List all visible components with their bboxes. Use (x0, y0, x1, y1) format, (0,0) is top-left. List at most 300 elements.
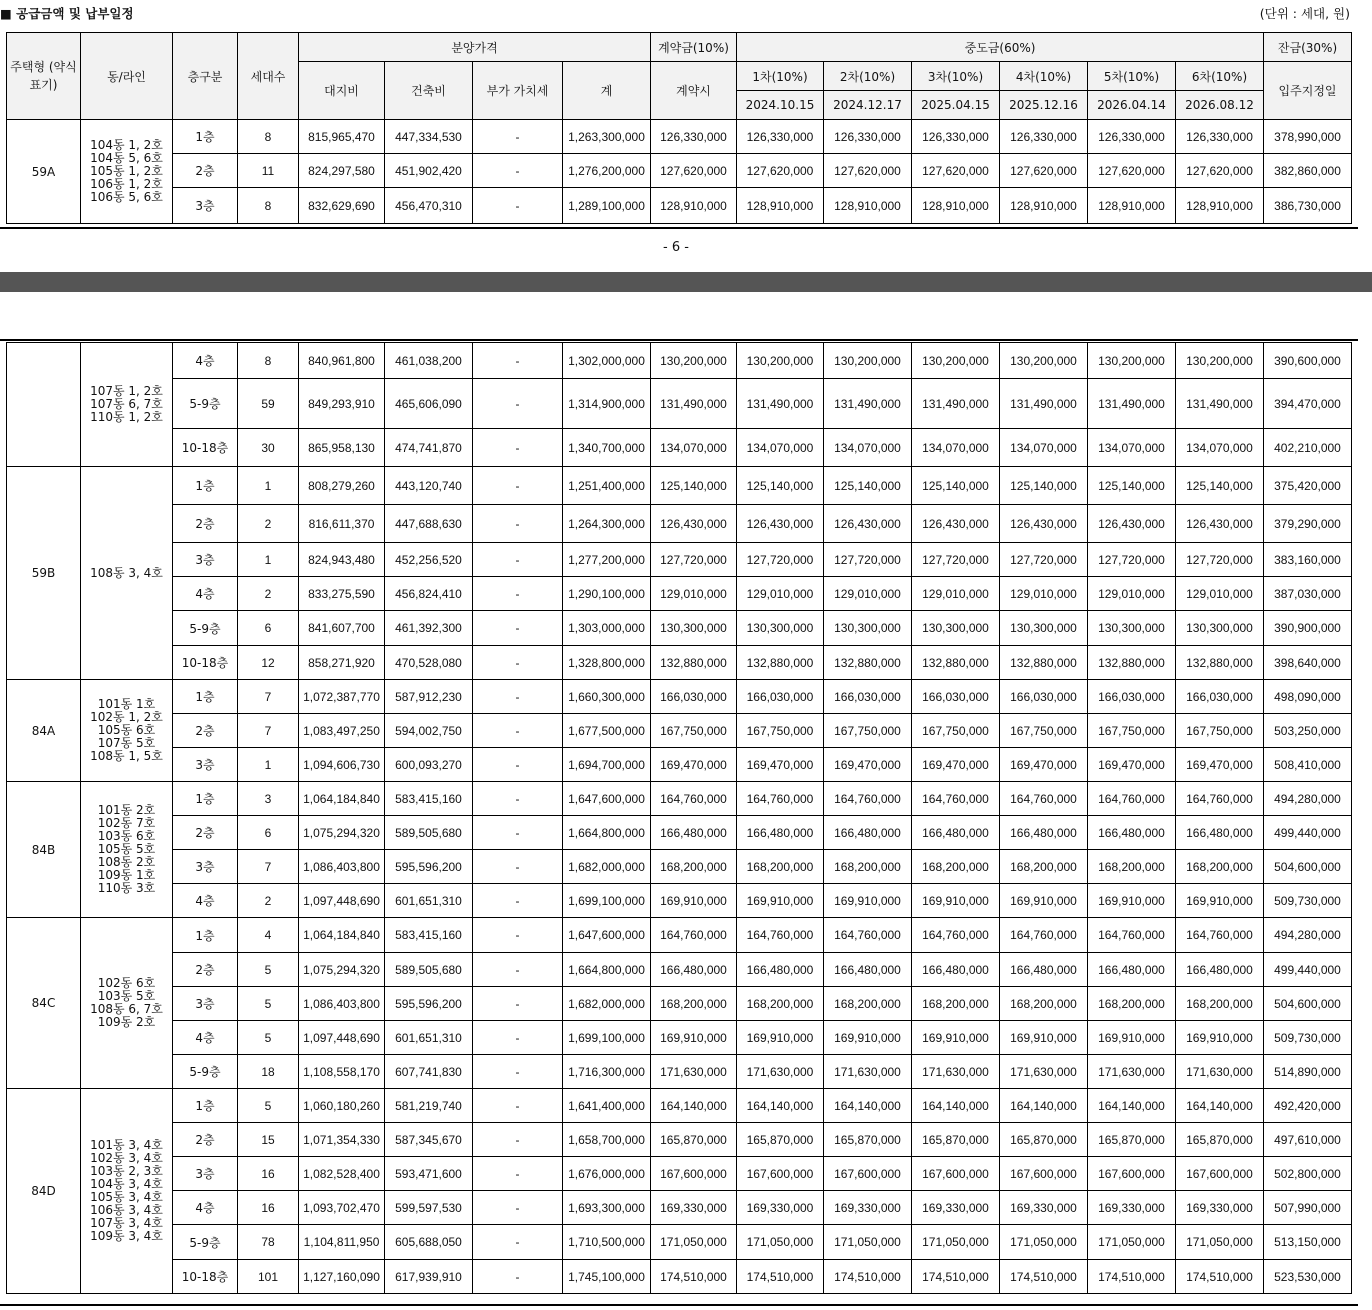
cell-middle-1: 131,490,000 (737, 379, 824, 429)
table-row (7, 154, 1352, 188)
cell-floor: 5-9층 (173, 379, 238, 429)
dong-line: 108동 2호 (97, 855, 156, 869)
cell-floor: 1층 (173, 467, 238, 505)
cell-total: 1,677,500,000 (563, 714, 651, 748)
cell-middle-4: 125,140,000 (1000, 467, 1088, 505)
cell-total: 1,263,300,000 (563, 120, 651, 154)
dong-line: 109동 2호 (97, 1015, 156, 1029)
cell-total: 1,277,200,000 (563, 543, 651, 577)
cell-middle-4: 171,630,000 (1000, 1055, 1088, 1089)
cell-land: 1,064,184,840 (299, 782, 385, 816)
cell-vat: - (473, 782, 563, 816)
cell-middle-3: 167,750,000 (912, 714, 1000, 748)
cell-middle-1: 132,880,000 (737, 646, 824, 680)
cell-contract: 130,200,000 (651, 343, 737, 379)
cell-land: 1,086,403,800 (299, 987, 385, 1021)
cell-vat: - (473, 748, 563, 782)
cell-middle-3: 168,200,000 (912, 987, 1000, 1021)
cell-middle-3: 130,300,000 (912, 611, 1000, 646)
cell-balance: 387,030,000 (1264, 577, 1352, 611)
cell-middle-5: 169,910,000 (1088, 884, 1176, 918)
cell-balance: 492,420,000 (1264, 1089, 1352, 1123)
cell-middle-5: 164,760,000 (1088, 782, 1176, 816)
cell-middle-2: 130,300,000 (824, 611, 912, 646)
cell-middle-2: 128,910,000 (824, 188, 912, 224)
cell-land: 1,097,448,690 (299, 884, 385, 918)
cell-middle-5: 127,720,000 (1088, 543, 1176, 577)
cell-middle-3: 169,330,000 (912, 1191, 1000, 1225)
cell-middle-2: 168,200,000 (824, 850, 912, 884)
cell-middle-3: 164,760,000 (912, 918, 1000, 953)
cell-middle-5: 126,330,000 (1088, 120, 1176, 154)
cell-contract: 166,030,000 (651, 680, 737, 714)
table-row (7, 1055, 1352, 1089)
cell-middle-5: 167,600,000 (1088, 1157, 1176, 1191)
cell-type: 59B (7, 467, 81, 680)
header-middle-date-1: 2024.10.15 (737, 91, 824, 120)
cell-middle-4: 166,480,000 (1000, 953, 1088, 987)
cell-middle-5: 165,870,000 (1088, 1123, 1176, 1157)
cell-total: 1,303,000,000 (563, 611, 651, 646)
dong-line: 102동 6호 (97, 976, 156, 990)
cell-middle-5: 131,490,000 (1088, 379, 1176, 429)
cell-vat: - (473, 467, 563, 505)
table-row (7, 1260, 1352, 1294)
cell-contract: 167,750,000 (651, 714, 737, 748)
cell-vat: - (473, 1021, 563, 1055)
cell-total: 1,660,300,000 (563, 680, 651, 714)
cell-vat: - (473, 154, 563, 188)
cell-middle-3: 130,200,000 (912, 343, 1000, 379)
cell-middle-6: 171,050,000 (1176, 1225, 1264, 1260)
cell-floor: 1층 (173, 120, 238, 154)
header-units: 세대수 (238, 33, 299, 120)
cell-land: 1,127,160,090 (299, 1260, 385, 1294)
cell-middle-4: 167,750,000 (1000, 714, 1088, 748)
cell-balance: 509,730,000 (1264, 884, 1352, 918)
cell-middle-4: 164,140,000 (1000, 1089, 1088, 1123)
table-row (7, 884, 1352, 918)
page-number: - 6 - (663, 240, 689, 255)
cell-total: 1,276,200,000 (563, 154, 651, 188)
cell-floor: 4층 (173, 1191, 238, 1225)
dong-line: 105동 1, 2호 (90, 164, 163, 178)
cell-units: 16 (238, 1191, 299, 1225)
cell-middle-2: 127,620,000 (824, 154, 912, 188)
cell-balance: 386,730,000 (1264, 188, 1352, 224)
header-middle-5: 5차(10%) (1088, 62, 1176, 91)
cell-middle-6: 134,070,000 (1176, 429, 1264, 467)
dong-line: 106동 3, 4호 (90, 1203, 163, 1217)
header-land: 대지비 (299, 62, 385, 120)
cell-building: 456,824,410 (385, 577, 473, 611)
cell-vat: - (473, 1157, 563, 1191)
table-row (7, 343, 1352, 379)
cell-land: 1,082,528,400 (299, 1157, 385, 1191)
dong-line: 105동 3, 4호 (90, 1190, 163, 1204)
dong-line: 104동 1, 2호 (90, 138, 163, 152)
cell-floor: 3층 (173, 748, 238, 782)
cell-middle-2: 164,140,000 (824, 1089, 912, 1123)
cell-units: 3 (238, 782, 299, 816)
cell-total: 1,716,300,000 (563, 1055, 651, 1089)
cell-middle-5: 127,620,000 (1088, 154, 1176, 188)
cell-units: 8 (238, 120, 299, 154)
cell-type: 59A (7, 120, 81, 224)
cell-middle-4: 128,910,000 (1000, 188, 1088, 224)
cell-middle-2: 167,750,000 (824, 714, 912, 748)
header-middle-4: 4차(10%) (1000, 62, 1088, 91)
page-separator (0, 272, 1372, 292)
cell-middle-1: 169,910,000 (737, 884, 824, 918)
cell-vat: - (473, 884, 563, 918)
cell-contract: 127,620,000 (651, 154, 737, 188)
cell-contract: 164,760,000 (651, 918, 737, 953)
cell-middle-1: 125,140,000 (737, 467, 824, 505)
cell-units: 4 (238, 918, 299, 953)
header-middle-2: 2차(10%) (824, 62, 912, 91)
cell-balance: 504,600,000 (1264, 850, 1352, 884)
cell-balance: 498,090,000 (1264, 680, 1352, 714)
cell-floor: 4층 (173, 1021, 238, 1055)
cell-contract: 174,510,000 (651, 1260, 737, 1294)
cell-middle-4: 167,600,000 (1000, 1157, 1088, 1191)
cell-units: 8 (238, 343, 299, 379)
cell-middle-2: 129,010,000 (824, 577, 912, 611)
cell-building: 443,120,740 (385, 467, 473, 505)
cell-units: 2 (238, 577, 299, 611)
supply-price-table-continued (6, 342, 1352, 1294)
cell-land: 1,086,403,800 (299, 850, 385, 884)
cell-floor: 2층 (173, 714, 238, 748)
cell-middle-6: 169,330,000 (1176, 1191, 1264, 1225)
cell-middle-3: 174,510,000 (912, 1260, 1000, 1294)
cell-middle-1: 174,510,000 (737, 1260, 824, 1294)
cell-floor: 1층 (173, 680, 238, 714)
cell-vat: - (473, 1260, 563, 1294)
cell-balance: 502,800,000 (1264, 1157, 1352, 1191)
cell-contract: 171,050,000 (651, 1225, 737, 1260)
cell-vat: - (473, 577, 563, 611)
cell-middle-2: 134,070,000 (824, 429, 912, 467)
cell-middle-3: 167,600,000 (912, 1157, 1000, 1191)
table-row (7, 1021, 1352, 1055)
dong-line: 104동 3, 4호 (90, 1177, 163, 1191)
cell-building: 601,651,310 (385, 884, 473, 918)
cell-middle-2: 131,490,000 (824, 379, 912, 429)
cell-contract: 168,200,000 (651, 850, 737, 884)
table-row (7, 850, 1352, 884)
cell-floor: 10-18층 (173, 1260, 238, 1294)
cell-land: 858,271,920 (299, 646, 385, 680)
table-row (7, 505, 1352, 543)
cell-land: 865,958,130 (299, 429, 385, 467)
table-row (7, 1157, 1352, 1191)
cell-land: 1,075,294,320 (299, 953, 385, 987)
cell-middle-6: 126,330,000 (1176, 120, 1264, 154)
cell-units: 5 (238, 987, 299, 1021)
cell-floor: 1층 (173, 918, 238, 953)
cell-middle-3: 126,430,000 (912, 505, 1000, 543)
cell-floor: 1층 (173, 782, 238, 816)
cell-middle-2: 126,330,000 (824, 120, 912, 154)
dong-line: 110동 1, 2호 (90, 410, 163, 424)
dong-line: 108동 6, 7호 (90, 1002, 163, 1016)
cell-building: 607,741,830 (385, 1055, 473, 1089)
dong-line: 102동 3, 4호 (90, 1151, 163, 1165)
cell-middle-3: 166,480,000 (912, 816, 1000, 850)
cell-middle-3: 169,910,000 (912, 1021, 1000, 1055)
cell-balance: 390,900,000 (1264, 611, 1352, 646)
cell-floor: 5-9층 (173, 611, 238, 646)
cell-vat: - (473, 646, 563, 680)
cell-middle-6: 130,200,000 (1176, 343, 1264, 379)
cell-middle-2: 167,600,000 (824, 1157, 912, 1191)
cell-middle-4: 169,470,000 (1000, 748, 1088, 782)
cell-middle-2: 169,470,000 (824, 748, 912, 782)
cell-middle-1: 128,910,000 (737, 188, 824, 224)
cell-middle-6: 131,490,000 (1176, 379, 1264, 429)
header-building: 건축비 (385, 62, 473, 120)
cell-contract: 169,470,000 (651, 748, 737, 782)
cell-middle-5: 130,200,000 (1088, 343, 1176, 379)
cell-middle-1: 127,720,000 (737, 543, 824, 577)
cell-vat: - (473, 1089, 563, 1123)
cell-middle-4: 132,880,000 (1000, 646, 1088, 680)
cell-floor: 3층 (173, 543, 238, 577)
cell-balance: 503,250,000 (1264, 714, 1352, 748)
cell-middle-1: 126,330,000 (737, 120, 824, 154)
cell-land: 1,071,354,330 (299, 1123, 385, 1157)
cell-balance: 494,280,000 (1264, 918, 1352, 953)
cell-middle-4: 166,030,000 (1000, 680, 1088, 714)
cell-middle-3: 166,480,000 (912, 953, 1000, 987)
cell-balance: 494,280,000 (1264, 782, 1352, 816)
cell-units: 7 (238, 714, 299, 748)
cell-middle-3: 166,030,000 (912, 680, 1000, 714)
cell-middle-4: 164,760,000 (1000, 918, 1088, 953)
cell-middle-5: 166,030,000 (1088, 680, 1176, 714)
cell-middle-5: 171,630,000 (1088, 1055, 1176, 1089)
cell-units: 6 (238, 611, 299, 646)
cell-dong (81, 1089, 173, 1294)
cell-middle-4: 131,490,000 (1000, 379, 1088, 429)
cell-dong (81, 343, 173, 467)
cell-total: 1,676,000,000 (563, 1157, 651, 1191)
cell-building: 594,002,750 (385, 714, 473, 748)
table-row (7, 1225, 1352, 1260)
cell-units: 101 (238, 1260, 299, 1294)
cell-middle-3: 168,200,000 (912, 850, 1000, 884)
cell-vat: - (473, 1123, 563, 1157)
cell-middle-4: 171,050,000 (1000, 1225, 1088, 1260)
cell-middle-3: 169,910,000 (912, 884, 1000, 918)
dong-line: 105동 5호 (97, 842, 156, 856)
header-floor: 층구분 (173, 33, 238, 120)
cell-contract: 169,330,000 (651, 1191, 737, 1225)
cell-floor: 2층 (173, 154, 238, 188)
cell-units: 7 (238, 680, 299, 714)
cell-floor: 3층 (173, 1157, 238, 1191)
cell-middle-2: 164,760,000 (824, 782, 912, 816)
cell-vat: - (473, 120, 563, 154)
table-row (7, 714, 1352, 748)
cell-vat: - (473, 918, 563, 953)
dong-line: 108동 1, 5호 (90, 749, 163, 763)
cell-middle-5: 132,880,000 (1088, 646, 1176, 680)
cell-floor: 3층 (173, 188, 238, 224)
cell-middle-1: 130,200,000 (737, 343, 824, 379)
dong-line: 101동 1호 (97, 697, 156, 711)
cell-floor: 2층 (173, 816, 238, 850)
cell-land: 1,075,294,320 (299, 816, 385, 850)
cell-middle-1: 168,200,000 (737, 987, 824, 1021)
cell-units: 5 (238, 1089, 299, 1123)
cell-land: 1,097,448,690 (299, 1021, 385, 1055)
cell-balance: 514,890,000 (1264, 1055, 1352, 1089)
cell-floor: 5-9층 (173, 1225, 238, 1260)
cell-middle-2: 125,140,000 (824, 467, 912, 505)
cell-contract: 164,760,000 (651, 782, 737, 816)
cell-building: 447,334,530 (385, 120, 473, 154)
cell-units: 2 (238, 505, 299, 543)
cell-contract: 129,010,000 (651, 577, 737, 611)
table-row (7, 953, 1352, 987)
unit-note: (단위 : 세대, 원) (1259, 6, 1350, 21)
header-middle-date-2: 2024.12.17 (824, 91, 912, 120)
cell-middle-6: 168,200,000 (1176, 850, 1264, 884)
cell-middle-2: 130,200,000 (824, 343, 912, 379)
cell-floor: 2층 (173, 505, 238, 543)
cell-vat: - (473, 714, 563, 748)
cell-middle-6: 169,910,000 (1176, 1021, 1264, 1055)
cell-middle-3: 126,330,000 (912, 120, 1000, 154)
cell-middle-1: 164,760,000 (737, 918, 824, 953)
cell-middle-1: 169,470,000 (737, 748, 824, 782)
cell-balance: 509,730,000 (1264, 1021, 1352, 1055)
header-dong: 동/라인 (81, 33, 173, 120)
cell-middle-5: 130,300,000 (1088, 611, 1176, 646)
cell-units: 18 (238, 1055, 299, 1089)
cell-land: 824,297,580 (299, 154, 385, 188)
table-row (7, 577, 1352, 611)
cell-middle-3: 164,760,000 (912, 782, 1000, 816)
cell-middle-1: 164,760,000 (737, 782, 824, 816)
cell-units: 5 (238, 1021, 299, 1055)
cell-contract: 169,910,000 (651, 884, 737, 918)
cell-vat: - (473, 1191, 563, 1225)
cell-building: 470,528,080 (385, 646, 473, 680)
cell-balance: 508,410,000 (1264, 748, 1352, 782)
cell-land: 1,060,180,260 (299, 1089, 385, 1123)
cell-balance: 499,440,000 (1264, 816, 1352, 850)
cell-middle-3: 171,050,000 (912, 1225, 1000, 1260)
cell-middle-6: 125,140,000 (1176, 467, 1264, 505)
cell-contract: 126,330,000 (651, 120, 737, 154)
cell-building: 587,345,670 (385, 1123, 473, 1157)
cell-total: 1,314,900,000 (563, 379, 651, 429)
cell-middle-2: 166,480,000 (824, 816, 912, 850)
cell-balance: 504,600,000 (1264, 987, 1352, 1021)
header-middle-date-6: 2026.08.12 (1176, 91, 1264, 120)
cell-total: 1,289,100,000 (563, 188, 651, 224)
cell-middle-4: 174,510,000 (1000, 1260, 1088, 1294)
cell-units: 12 (238, 646, 299, 680)
cell-middle-2: 169,330,000 (824, 1191, 912, 1225)
cell-middle-2: 169,910,000 (824, 1021, 912, 1055)
cell-total: 1,694,700,000 (563, 748, 651, 782)
cell-balance: 523,530,000 (1264, 1260, 1352, 1294)
cell-units: 59 (238, 379, 299, 429)
cell-middle-1: 166,030,000 (737, 680, 824, 714)
cell-vat: - (473, 1225, 563, 1260)
table-row (7, 748, 1352, 782)
cell-building: 617,939,910 (385, 1260, 473, 1294)
cell-floor: 10-18층 (173, 646, 238, 680)
cell-building: 456,470,310 (385, 188, 473, 224)
cell-contract: 127,720,000 (651, 543, 737, 577)
cell-land: 816,611,370 (299, 505, 385, 543)
cell-units: 1 (238, 748, 299, 782)
cell-floor: 2층 (173, 1123, 238, 1157)
cell-building: 593,471,600 (385, 1157, 473, 1191)
cell-balance: 390,600,000 (1264, 343, 1352, 379)
cell-middle-6: 169,470,000 (1176, 748, 1264, 782)
cell-building: 589,505,680 (385, 953, 473, 987)
cell-contract: 169,910,000 (651, 1021, 737, 1055)
cell-middle-1: 166,480,000 (737, 816, 824, 850)
cell-middle-4: 168,200,000 (1000, 987, 1088, 1021)
cell-land: 832,629,690 (299, 188, 385, 224)
cell-middle-5: 174,510,000 (1088, 1260, 1176, 1294)
cell-balance: 394,470,000 (1264, 379, 1352, 429)
cell-vat: - (473, 987, 563, 1021)
cell-middle-6: 127,620,000 (1176, 154, 1264, 188)
cell-middle-1: 168,200,000 (737, 850, 824, 884)
cell-vat: - (473, 379, 563, 429)
cell-middle-4: 126,430,000 (1000, 505, 1088, 543)
cell-middle-6: 129,010,000 (1176, 577, 1264, 611)
dong-line: 109동 1호 (97, 868, 156, 882)
cell-land: 1,083,497,250 (299, 714, 385, 748)
cell-contract: 134,070,000 (651, 429, 737, 467)
supply-price-table-top (6, 32, 1352, 224)
cell-units: 78 (238, 1225, 299, 1260)
cell-contract: 166,480,000 (651, 816, 737, 850)
cell-balance: 497,610,000 (1264, 1123, 1352, 1157)
cell-middle-4: 165,870,000 (1000, 1123, 1088, 1157)
dong-line: 103동 2, 3호 (90, 1164, 163, 1178)
cell-middle-2: 166,030,000 (824, 680, 912, 714)
dong-line: 106동 1, 2호 (90, 177, 163, 191)
cell-middle-6: 128,910,000 (1176, 188, 1264, 224)
dong-line: 101동 2호 (97, 803, 156, 817)
table-row (7, 782, 1352, 816)
cell-middle-2: 132,880,000 (824, 646, 912, 680)
cell-balance: 375,420,000 (1264, 467, 1352, 505)
cell-vat: - (473, 343, 563, 379)
cell-contract: 132,880,000 (651, 646, 737, 680)
table-row (7, 611, 1352, 646)
cell-vat: - (473, 505, 563, 543)
table-row (7, 543, 1352, 577)
cell-land: 1,072,387,770 (299, 680, 385, 714)
cell-middle-6: 168,200,000 (1176, 987, 1264, 1021)
cell-land: 1,094,606,730 (299, 748, 385, 782)
dong-line: 107동 3, 4호 (90, 1216, 163, 1230)
cell-total: 1,328,800,000 (563, 646, 651, 680)
table-row (7, 467, 1352, 505)
